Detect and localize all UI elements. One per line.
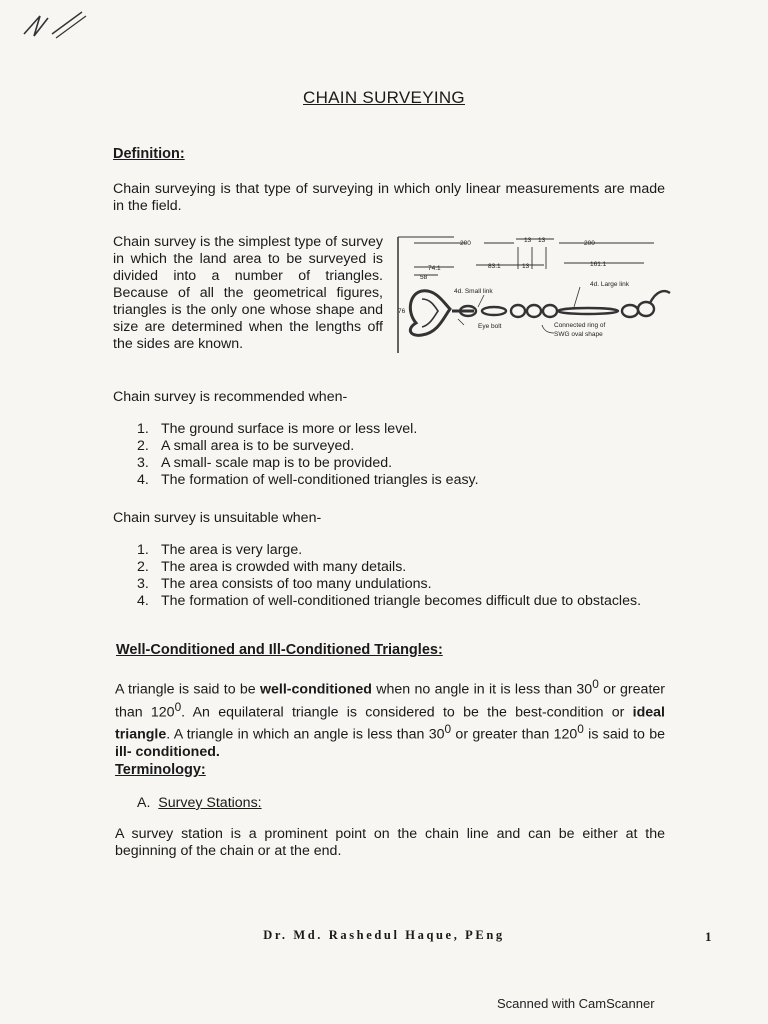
list-number: 2. [137, 438, 149, 454]
list-item [137, 542, 667, 559]
list-text: The area is crowded with many details. [161, 559, 407, 575]
definition-heading: Definition: [113, 146, 185, 162]
author-footer: Dr. Md. Rashedul Haque, PEng [263, 928, 505, 942]
fig-label-58: 58 [420, 274, 428, 281]
triangles-heading: Well-Conditioned and Ill-Conditioned Triangles: [116, 642, 443, 658]
unsuitable-list [137, 542, 667, 610]
fig-label-connected-ring: Connected ring of [554, 322, 606, 329]
list-item [137, 472, 667, 489]
list-text: The formation of well-conditioned triangles is easy. [161, 472, 479, 488]
triangles-paragraph: A triangle is said to be well-conditioned when no angle in it is less than $30^0$ or greater than $120^0$. An equilateral triangle is considered to be the best-condition or ideal triangle. A triangle in which an angle is less than $30^0$ or greater than $120^0$ is said to be ill- conditioned. [115, 677, 666, 761]
list-text: The area consists of too many undulations. [161, 576, 432, 592]
recommended-intro: Chain survey is recommended when- [113, 389, 348, 405]
sub-letter: A. [137, 795, 151, 811]
list-number: 3. [137, 576, 149, 592]
recommended-list [137, 421, 667, 489]
chain-figure [394, 233, 672, 355]
fig-label-13-a: 13 [524, 237, 532, 244]
fig-label-83: 83.1 [488, 263, 501, 270]
pen-marks [20, 8, 90, 43]
list-item [137, 455, 667, 472]
list-text: A small- scale map is to be provided. [161, 455, 393, 471]
list-text: A small area is to be surveyed. [161, 438, 355, 454]
definition-paragraph: Chain surveying is that type of surveying in which only linear measurements are made in the field. [113, 181, 665, 214]
list-item [137, 593, 667, 610]
fig-label-200-right: 200 [584, 240, 595, 247]
list-text: The ground surface is more or less level. [161, 421, 418, 437]
survey-stations-subheading [137, 795, 262, 811]
fig-label-small-link: 4d. Small link [454, 288, 493, 295]
list-text: The formation of well-conditioned triangle becomes difficult due to obstacles. [161, 593, 642, 609]
fig-label-74: 74.1 [428, 265, 441, 272]
fig-label-eye-bolt: Eye bolt [478, 323, 502, 330]
list-text: The area is very large. [161, 542, 303, 558]
scanner-watermark: Scanned with CamScanner [497, 996, 655, 1011]
fig-label-13-b: 13 [538, 237, 546, 244]
list-number: 1. [137, 421, 149, 437]
list-item [137, 438, 667, 455]
list-item [137, 559, 667, 576]
unsuitable-intro: Chain survey is unsuitable when- [113, 510, 322, 526]
chain-intro-paragraph: Chain survey is the simplest type of survey in which the land area to be surveyed is divided into a number of triangles. Because of all the geometrical figures, triangles is the only one whose shape and size are determined when the lengths off the sides are known. [113, 234, 383, 352]
list-number: 1. [137, 542, 149, 558]
list-item [137, 421, 667, 438]
page-title: CHAIN SURVEYING [303, 88, 465, 107]
terminology-heading: Terminology: [115, 762, 206, 778]
list-item [137, 576, 667, 593]
list-number: 3. [137, 455, 149, 471]
fig-label-200-left: 200 [460, 240, 471, 247]
fig-label-161: 161.1 [590, 261, 607, 268]
fig-label-76: 76 [398, 308, 406, 315]
fig-label-13-c: 13 [522, 263, 530, 270]
list-number: 4. [137, 593, 149, 609]
list-number: 4. [137, 472, 149, 488]
fig-label-swg: SWG oval shape [554, 331, 603, 338]
sub-label: Survey Stations: [158, 795, 262, 811]
list-number: 2. [137, 559, 149, 575]
survey-station-paragraph: A survey station is a prominent point on the chain line and can be either at the beginning of the chain or at the end. [115, 826, 665, 859]
page-number: 1 [705, 929, 712, 944]
fig-label-large-link: 4d. Large link [590, 281, 630, 288]
